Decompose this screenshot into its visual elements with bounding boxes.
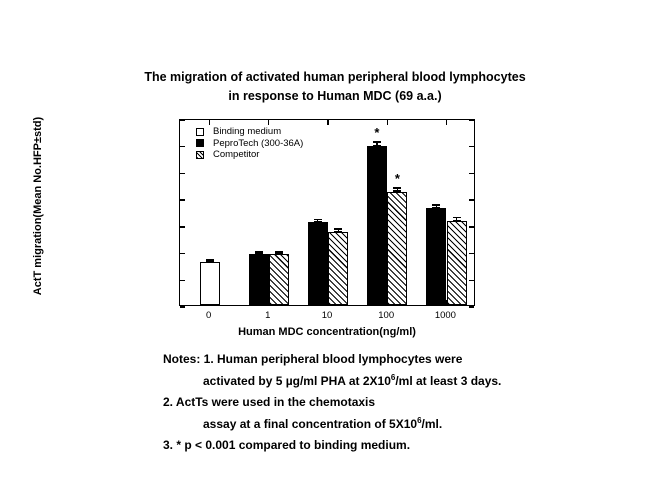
error-bar-cap-lower xyxy=(453,220,461,221)
error-bar-cap xyxy=(334,228,342,229)
note-line-1: Notes: 1. Human peripheral blood lymphocytes were xyxy=(163,352,463,366)
y-axis-tick-mark-right xyxy=(469,119,474,120)
significance-marker: * xyxy=(374,124,380,140)
y-axis-tick-mark xyxy=(180,226,185,227)
note-line-4-superscript: 6 xyxy=(417,415,422,425)
error-bar-cap xyxy=(314,219,322,220)
y-axis-tick-mark xyxy=(180,253,185,254)
legend-item xyxy=(196,149,303,161)
x-axis-tick-mark-top xyxy=(268,120,269,125)
y-axis-tick-mark-right xyxy=(469,253,474,254)
figure-notes xyxy=(163,349,633,457)
error-bar-cap-lower xyxy=(393,190,401,191)
y-axis-tick-mark xyxy=(180,280,185,281)
x-axis-tick-label: 1 xyxy=(265,310,271,321)
note-line-4-text-a: assay at a final concentration of 5X10 xyxy=(203,416,418,431)
bar xyxy=(447,221,467,305)
y-axis-tick-mark xyxy=(180,146,185,147)
y-axis-tick-mark xyxy=(180,199,185,200)
error-bar-cap-lower xyxy=(432,207,440,208)
x-axis-tick-mark-top xyxy=(387,120,388,125)
x-axis-title: Human MDC concentration(ng/ml) xyxy=(238,326,416,338)
y-axis-tick-mark xyxy=(180,306,185,307)
bar xyxy=(269,254,289,305)
y-axis-tick-mark-right xyxy=(469,280,474,281)
bar xyxy=(328,232,348,305)
error-bar-cap xyxy=(453,217,461,218)
title-line-2: in response to Human MDC (69 a.a.) xyxy=(228,89,442,103)
y-axis-tick-mark xyxy=(180,119,185,120)
legend-swatch-hatch xyxy=(196,151,204,159)
legend-item-label: Binding medium xyxy=(213,126,282,137)
title-line-1: The migration of activated human peripheral blood lymphocytes xyxy=(144,70,526,84)
bar xyxy=(200,262,220,305)
error-bar-cap-lower xyxy=(373,145,381,146)
error-bar-cap xyxy=(393,187,401,188)
legend-item-label: Competitor xyxy=(213,149,260,160)
note-line-2-text-a: activated by 5 µg/ml PHA at 2X10 xyxy=(203,373,391,388)
x-axis-tick-label: 100 xyxy=(378,310,395,321)
legend-swatch-white xyxy=(196,128,204,136)
error-bar-cap-lower xyxy=(206,261,214,262)
bar xyxy=(387,192,407,305)
note-line-2-superscript: 6 xyxy=(390,372,396,382)
legend-item xyxy=(196,138,303,150)
x-axis-tick-label: 0 xyxy=(205,310,212,321)
error-bar-cap xyxy=(432,204,440,205)
significance-marker: * xyxy=(394,170,400,186)
bar xyxy=(249,254,269,305)
legend-item-label: PeproTech (300-36A) xyxy=(213,137,304,149)
x-axis-tick-mark-top xyxy=(446,120,447,125)
x-axis-tick-mark-top xyxy=(327,120,328,125)
y-axis-title: ActT migration(Mean No.HFP±std) xyxy=(32,116,44,296)
legend-swatch-black xyxy=(196,139,204,147)
y-axis-tick-mark-right xyxy=(469,146,474,147)
y-axis-tick-mark xyxy=(180,173,185,174)
chart-legend xyxy=(196,126,303,161)
error-bar-cap-lower xyxy=(334,231,342,232)
note-line-3: 2. ActTs were used in the chemotaxis xyxy=(163,395,376,409)
note-line-4-text-b: /ml. xyxy=(421,416,443,431)
y-axis-tick-mark-right xyxy=(469,173,474,174)
error-bar-cap-lower xyxy=(255,252,263,253)
x-axis-tick-mark-top xyxy=(209,120,210,125)
note-line-4 xyxy=(163,414,633,436)
x-axis-tick-label: 1000 xyxy=(434,310,456,321)
y-axis-tick-mark-right xyxy=(469,306,474,307)
error-bar-cap-lower xyxy=(275,253,283,254)
y-axis-tick-mark-right xyxy=(469,199,474,200)
error-bar-cap xyxy=(373,141,381,142)
y-axis-tick-mark-right xyxy=(469,226,474,227)
bar xyxy=(367,146,387,305)
bar xyxy=(308,222,328,305)
note-line-2-text-b: /ml at least 3 days. xyxy=(395,373,502,388)
note-line-5: 3. * p < 0.001 compared to binding medium. xyxy=(163,438,411,452)
note-line-2 xyxy=(163,371,633,393)
legend-item xyxy=(196,126,303,138)
error-bar-cap-lower xyxy=(314,221,322,222)
x-axis-tick-label: 10 xyxy=(321,310,333,321)
bar xyxy=(426,208,446,305)
